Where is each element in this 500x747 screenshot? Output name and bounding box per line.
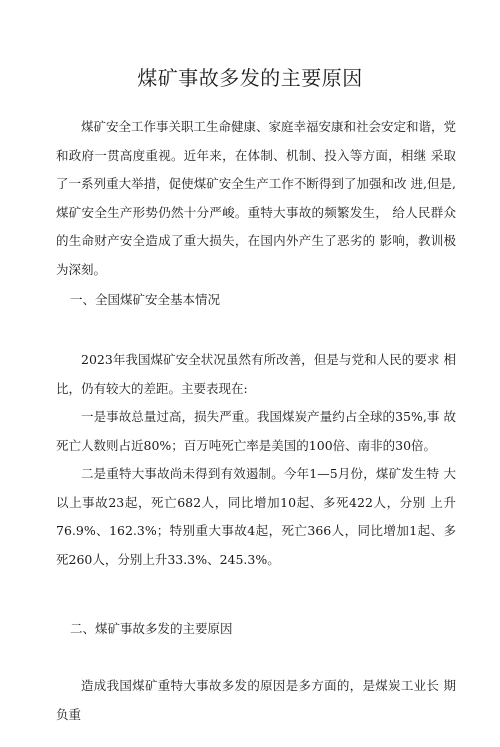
section-heading-2: 二、煤矿事故多发的主要原因	[70, 621, 233, 636]
section1-intro-paragraph: 2023年我国煤矿安全状况虽然有所改善，但是与党和人民的要求 相比，仍有较大的差距。主要表现在:	[56, 352, 456, 396]
point-one-paragraph: 一是事故总量过高，损失严重。我国煤炭产量约占全球的35%,事 故死亡人数则占近80%；百万吨死亡率是美国的100倍、南非的30倍。	[56, 409, 456, 453]
intro-paragraph: 煤矿安全工作事关职工生命健康、家庭幸福安康和社会安定和谐，党和政府一贯高度重视。近年来，在体制、机制、投入等方面，相继 采取了一系列重大举措，促使煤矿安全生产工作不断得到了加强和改 进,但是,煤矿安全生产形势仍然十分严峻。重特大事故的频繁发生， 给人民群众的生命财产安全造成了重大损失，在国内外产生了恶劣的 影响，教训极为深刻。	[56, 119, 457, 277]
section-heading-1: 一、全国煤矿安全基本情况	[70, 292, 221, 307]
point-two-paragraph: 二是重特大事故尚未得到有效遏制。今年1—5月份，煤矿发生特 大以上事故23起，死亡682人，同比增加10起、多死422人，分别 上升76.9%、162.3%；特别重大事故4起，死亡366人，同比增加1起、多死260人，分别上升33.3%、245.3%。	[56, 466, 456, 567]
section2-intro-paragraph: 造成我国煤矿重特大事故多发的原因是多方面的，是煤炭工业长 期负重	[56, 678, 456, 722]
document-title: 煤矿事故多发的主要原因	[137, 66, 363, 90]
